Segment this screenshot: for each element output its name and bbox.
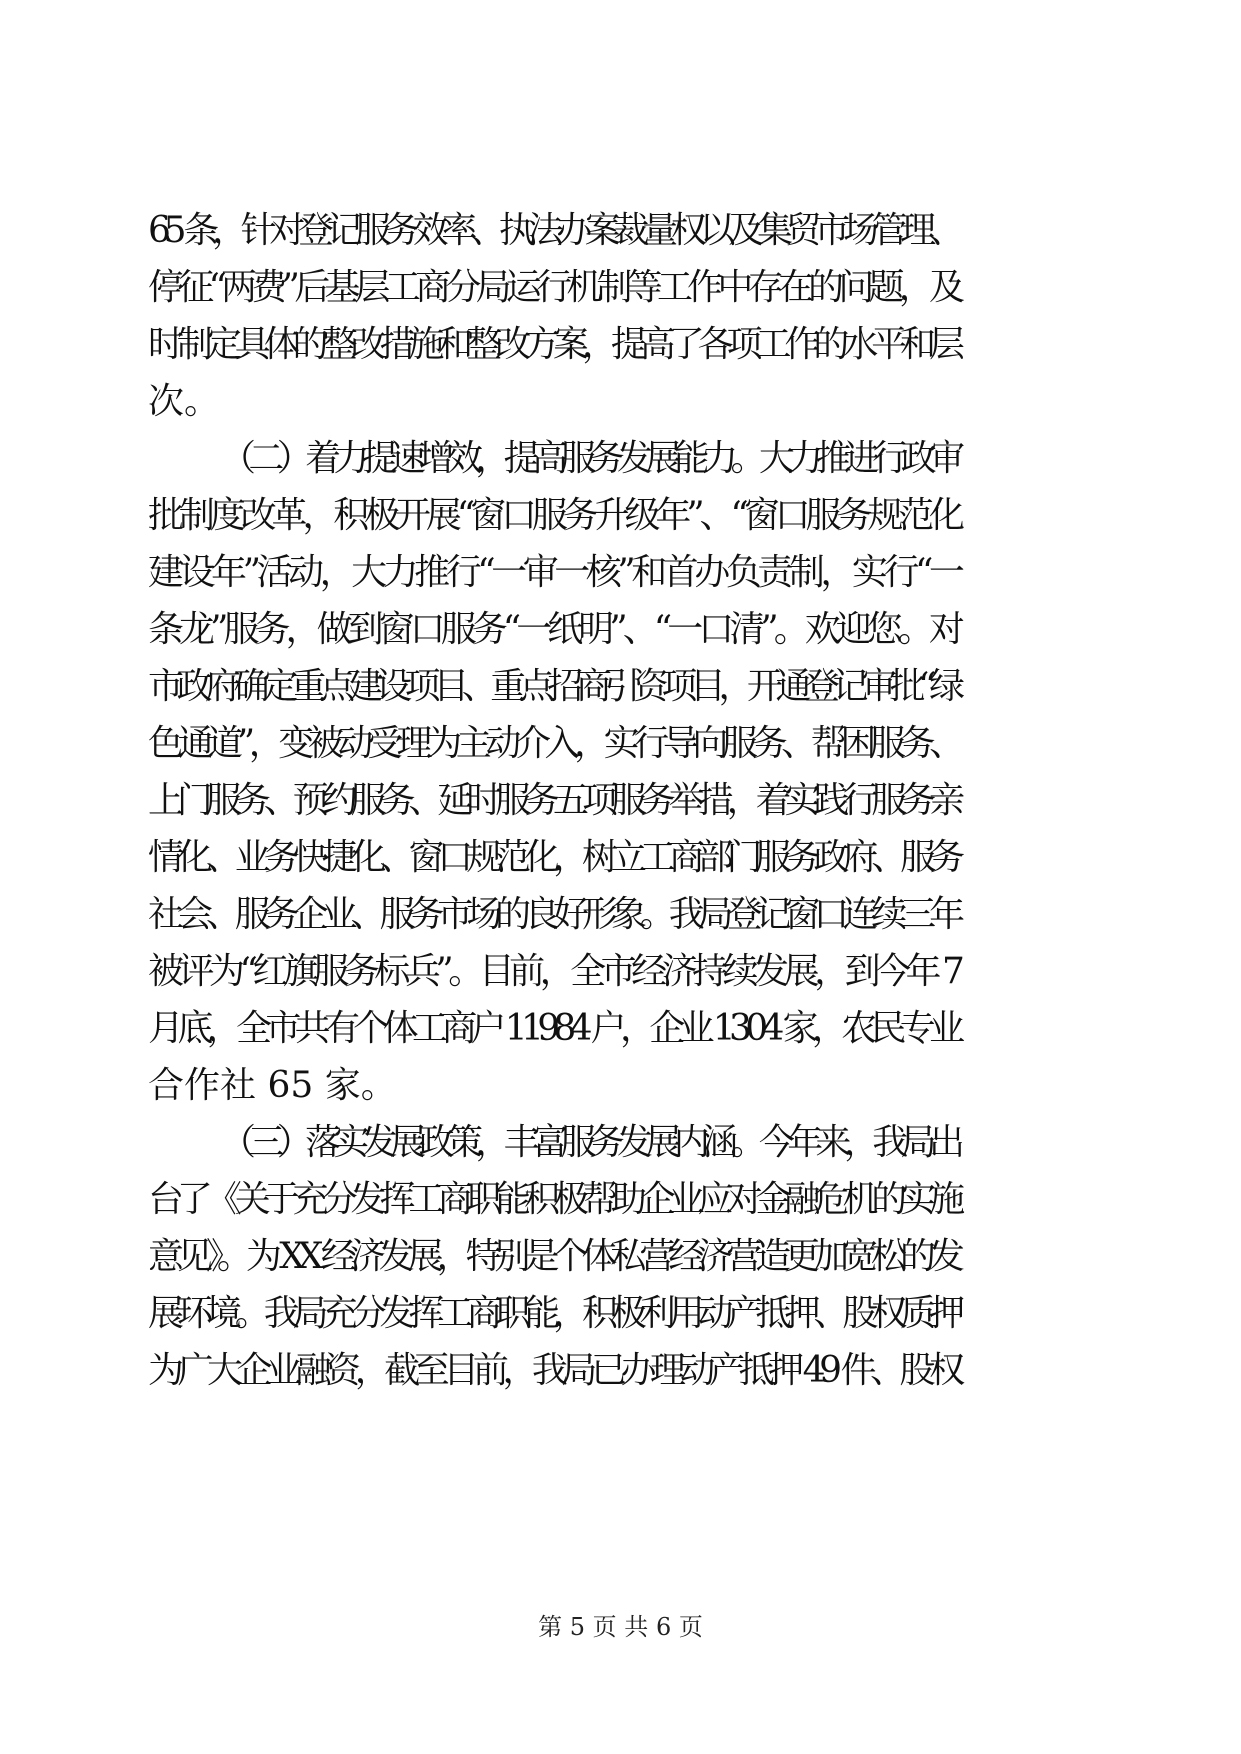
text-line-content: 月底，全市共有个体工商户 11984 户，企业 1304 家，农民专业 (148, 1008, 959, 1049)
text-line (0, 1227, 1241, 1287)
text-line (0, 657, 1241, 717)
text-line-content: 情化、业务快捷化、窗口规范化，树立工商部门服务政府、服务 (148, 837, 959, 878)
text-line (0, 486, 1241, 546)
text-line (0, 543, 1241, 603)
page-footer: 第 5 页 共 6 页 (538, 1613, 703, 1641)
text-line-content: 上门服务、预约服务、延时服务五项服务举措，着实践行服务亲 (148, 780, 959, 821)
text-line (0, 771, 1241, 831)
text-line-content: 停征“两费”后基层工商分局运行机制等工作中存在的问题，及 (148, 267, 960, 308)
paragraph-first-line (0, 429, 1241, 489)
text-line (0, 885, 1241, 945)
text-line-content: 合作社 65 家。 (148, 1065, 397, 1106)
text-line-content: （二）着力提速增效，提高服务发展能力。大力推进行政审 (220, 438, 958, 479)
text-line (0, 1341, 1241, 1401)
text-line-content: 社会、服务企业、服务市场的良好形象。我局登记窗口连续三年 (148, 894, 959, 935)
text-line-content: 展环境。我局充分发挥工商职能，积极利用动产抵押、股权质押 (148, 1293, 959, 1334)
text-line-content: （三）落实发展政策，丰富服务发展内涵。今年来，我局出 (220, 1122, 958, 1163)
text-line (0, 201, 1241, 261)
text-line-content: 市政府确定重点建设项目、重点招商引资项目，开通登记审批“绿 (148, 666, 958, 707)
text-line (0, 942, 1241, 1002)
text-line (0, 315, 1241, 375)
text-line (0, 1170, 1241, 1230)
text-line-content: 台了《关于充分发挥工商职能积极帮助企业应对金融危机的实施 (148, 1179, 959, 1220)
text-line-content: 次。 (148, 381, 221, 422)
text-line-content: 色通道”，变被动受理为主动介入，实行导向服务、帮困服务、 (148, 723, 959, 764)
text-line (0, 1284, 1241, 1344)
text-line-content: 为广大企业融资，截至目前，我局已办理动产抵押 49 件、股权 (148, 1350, 959, 1391)
text-line-content: 建设年”活动，大力推行“一审一核”和首办负责制，实行“一 (148, 552, 961, 593)
text-line-content: 被评为“红旗服务标兵”。目前，全市经济持续发展，到今年 7 (148, 951, 960, 992)
text-line-content: 65 条，针对登记服务效率、执法办案裁量权以及集贸市场管理、 (148, 210, 958, 251)
text-line-content: 意见》。为 XX 经济发展，特别是个体私营经济营造更加宽松的发 (148, 1236, 958, 1277)
text-line (0, 372, 1241, 432)
text-line (0, 1056, 1241, 1116)
text-line (0, 999, 1241, 1059)
text-line-content: 批制度改革，积极开展“窗口服务升级年”、“窗口服务规范化 (148, 495, 960, 536)
paragraph-first-line (0, 1113, 1241, 1173)
text-line (0, 828, 1241, 888)
text-line-content: 时制定具体的整改措施和整改方案，提高了各项工作的水平和层 (148, 324, 959, 365)
text-line (0, 258, 1241, 318)
text-line-content: 条龙”服务，做到窗口服务“一纸明”、“一口清”。欢迎您。对 (148, 609, 960, 650)
text-line (0, 714, 1241, 774)
text-line (0, 600, 1241, 660)
